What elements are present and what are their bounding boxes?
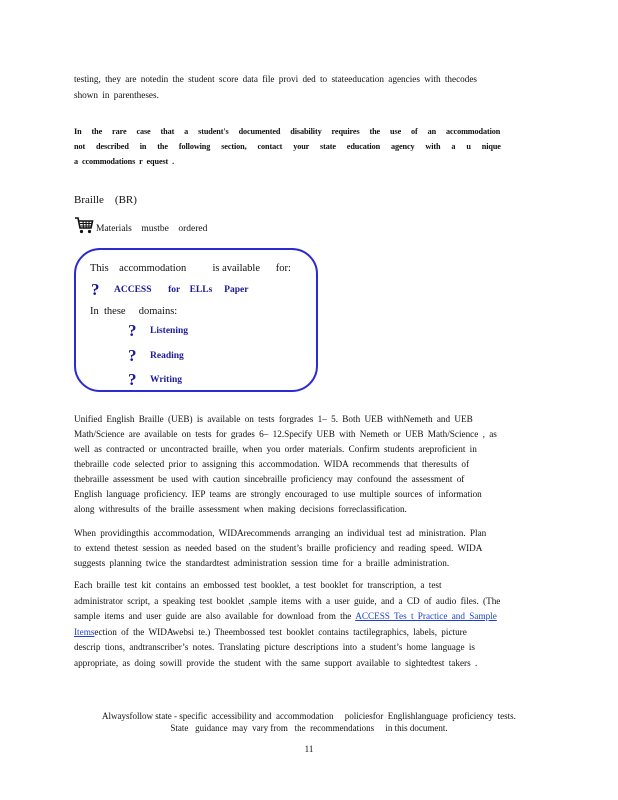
kit-line: Each braille test kit contains an embossed test booklet, a test booklet for transcription, a test bbox=[74, 580, 442, 590]
intro-paragraph bbox=[74, 72, 534, 103]
kit-line: appropriate, as doing sowill provide the student with the same support available to sightedtest takers . bbox=[74, 657, 478, 668]
providing-line: suggests planning twice the standardtest administration session time for a braille administration. bbox=[74, 558, 450, 568]
rare-case-line-1: In the rare case that a student's documented disability requires the use of an accommodation bbox=[74, 127, 501, 136]
ueb-line: Unified English Braille (UEB) is available on tests forgrades 1– 5. Both UEB withNemeth and UEB bbox=[74, 414, 473, 424]
page-number: 11 bbox=[304, 744, 314, 754]
ueb-line: English language proficiency. IEP teams are strongly encouraged to use multiple sources of information bbox=[74, 489, 482, 499]
intro-line-1: testing, they are notedin the student score data file provi ded to stateeducation agencies with thecodes bbox=[74, 74, 477, 84]
ueb-line: thebraille assessment be used with caution sincebraille proficiency may confound the assessment of bbox=[74, 474, 465, 484]
kit-line-text: ection of the WIDAwebsi te.) Theembossed test booklet contains tactilegraphics, labels, picture bbox=[94, 626, 467, 637]
reading-bullet-icon: ? bbox=[128, 346, 137, 365]
rare-case-line-2: not described in the following section, contact your state education agency with a u nique bbox=[74, 142, 501, 151]
domain-listening: Listening bbox=[150, 326, 189, 336]
footer-line-2: State guidance may vary from the recommendations in this document. bbox=[170, 723, 448, 733]
kit-line: administrator script, a speaking test booklet ,sample items with a user guide, and a CD of audio files. (The bbox=[74, 595, 501, 606]
ueb-line: well as contracted or uncontracted braille, when you order materials. Confirm students areproficient in bbox=[74, 444, 477, 454]
footer-note bbox=[60, 710, 558, 734]
domain-reading: Reading bbox=[150, 351, 184, 361]
access-practice-link-continued[interactable]: Items bbox=[74, 626, 95, 637]
ueb-paragraph bbox=[74, 412, 538, 517]
providing-line: to extend thetest session as needed based on the student’s braille proficiency and reading speed. WIDA bbox=[74, 543, 483, 553]
kit-line-text: sample items and user guide are also available for download from the bbox=[74, 611, 352, 622]
kit-line: descrip tions, andtranscriber’s notes. Translating picture descriptions into a student’s home language is bbox=[74, 642, 475, 653]
ueb-line: along withresults of the braille assessment when making decisions forreclassification. bbox=[74, 504, 407, 514]
domain-writing: Writing bbox=[150, 375, 183, 385]
ueb-line: Math/Science are available on tests for grades 6– 12.Specify UEB with Nemeth or UEB Math/Science , as bbox=[74, 429, 497, 439]
availability-intro: This accommodation is available for: bbox=[90, 263, 291, 274]
providing-line: When providingthis accommodation, WIDArecommends arranging an individual test ad ministration. Plan bbox=[74, 528, 487, 538]
test-kit-paragraph bbox=[74, 578, 538, 672]
materials-note bbox=[74, 215, 207, 235]
writing-bullet-icon: ? bbox=[128, 370, 137, 389]
program-bullet-icon: ? bbox=[91, 280, 100, 299]
listening-bullet-icon: ? bbox=[128, 321, 137, 340]
kit-line-with-link bbox=[74, 609, 538, 625]
ueb-line: thebraille code selected prior to assigning this accommodation. WIDA recommends that theresults of bbox=[74, 459, 470, 469]
kit-line-after-link bbox=[74, 625, 538, 641]
program-name: ACCESS for ELLs Paper bbox=[114, 285, 249, 295]
providing-paragraph bbox=[74, 526, 538, 571]
materials-label: Materials mustbe ordered bbox=[96, 224, 208, 234]
section-heading: Braille (BR) bbox=[74, 194, 137, 206]
rare-case-paragraph bbox=[74, 124, 504, 169]
footer-line-1: Alwaysfollow state - specific accessibility and accommodation policiesfor Englishlanguage proficiency tests. bbox=[102, 711, 516, 721]
access-practice-link[interactable]: ACCESS Tes t Practice and Sample bbox=[355, 611, 497, 622]
shopping-cart-icon bbox=[74, 215, 94, 235]
domains-label: In these domains: bbox=[90, 306, 178, 317]
rare-case-line-3: a ccommodations r equest . bbox=[74, 157, 175, 166]
intro-line-2: shown in parentheses. bbox=[74, 89, 159, 100]
